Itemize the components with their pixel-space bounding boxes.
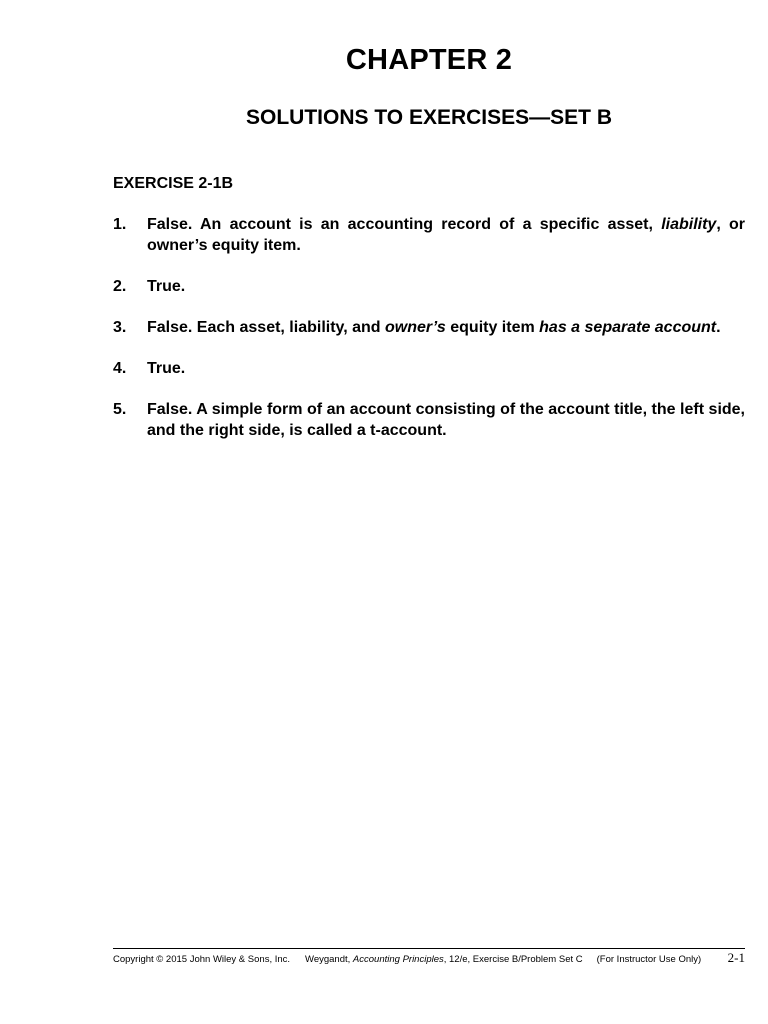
answer-item xyxy=(113,276,745,297)
page-footer xyxy=(113,950,745,966)
answer-text xyxy=(147,276,745,297)
answer-item xyxy=(113,358,745,379)
answer-number: 1. xyxy=(113,216,127,233)
answer-text xyxy=(147,317,745,338)
answer-text-emphasis: liability xyxy=(661,216,717,233)
answer-text xyxy=(147,358,745,379)
answer-text-part: , or owner’s equity item. xyxy=(147,216,746,254)
answer-item xyxy=(113,317,745,338)
answer-list xyxy=(113,214,745,461)
answer-text-part: False. A simple form of an account consisting of the account title, the left side, and the right side, is called a t-account. xyxy=(147,401,745,439)
exercise-heading: EXERCISE 2-1B xyxy=(113,175,234,192)
answer-text-emphasis: owner’s xyxy=(385,319,446,336)
section-subtitle: SOLUTIONS TO EXERCISES—SET B xyxy=(245,106,612,129)
answer-text xyxy=(147,399,745,441)
footer-edition-info: , 12/e, Exercise B/Problem Set C xyxy=(443,954,583,965)
answer-text-part: . xyxy=(716,319,721,336)
footer-book-info xyxy=(305,954,583,965)
footer-author: Weygandt, xyxy=(305,954,353,965)
answer-number: 5. xyxy=(113,401,127,418)
answer-item xyxy=(113,214,745,256)
page-number: 2-1 xyxy=(727,950,745,965)
chapter-title: CHAPTER 2 xyxy=(345,44,513,76)
footer-divider xyxy=(113,948,745,949)
answer-text-part: False. An account is an accounting record of a specific asset, xyxy=(147,216,662,233)
answer-text-emphasis: has a separate account xyxy=(539,319,717,336)
answer-number: 3. xyxy=(113,319,127,336)
answer-text-part: True. xyxy=(147,360,186,377)
footer-copyright: Copyright © 2015 John Wiley & Sons, Inc. xyxy=(113,954,291,965)
answer-text xyxy=(147,214,745,256)
footer-book-title: Accounting Principles xyxy=(352,954,444,965)
answer-text-part: equity item xyxy=(445,319,540,336)
answer-text-part: True. xyxy=(147,278,186,295)
answer-number: 4. xyxy=(113,360,127,377)
answer-item xyxy=(113,399,745,441)
footer-usage-note: (For Instructor Use Only) xyxy=(596,954,702,965)
answer-text-part: False. Each asset, liability, and xyxy=(147,319,386,336)
answer-number: 2. xyxy=(113,278,127,295)
